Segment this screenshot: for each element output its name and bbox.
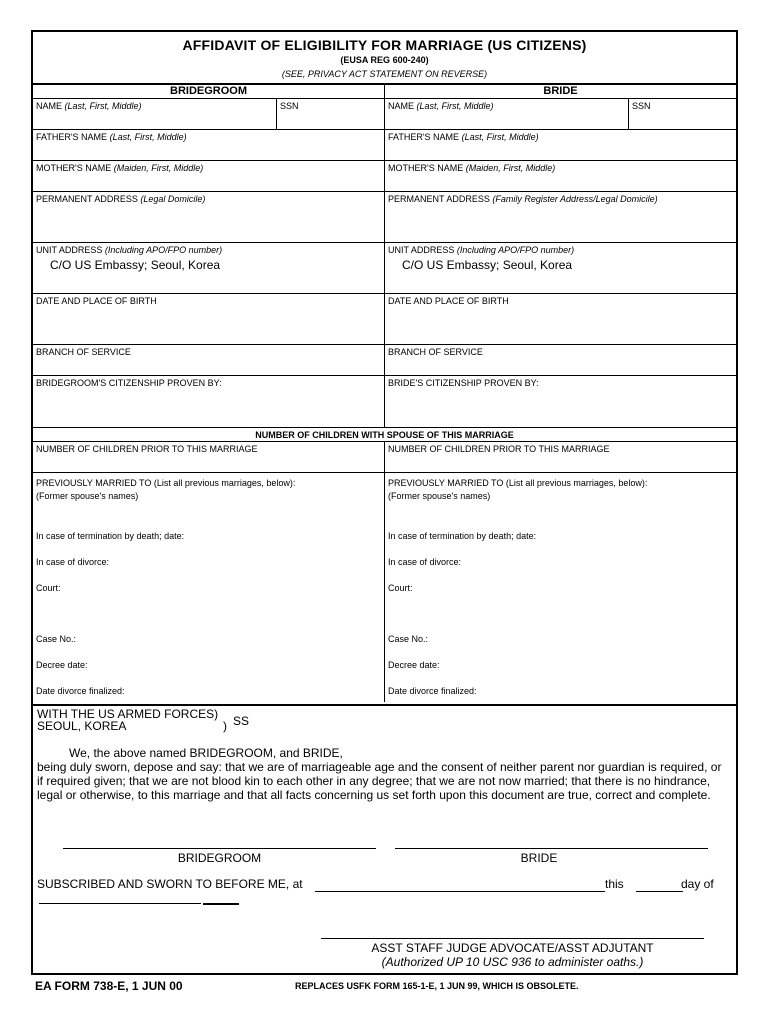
groom-court-label: Court: — [36, 583, 61, 593]
replaces-note: REPLACES USFK FORM 165-1-E, 1 JUN 99, WHICH IS OBSOLETE. — [295, 981, 579, 991]
groom-birth-field[interactable] — [33, 294, 385, 344]
bride-father-hint: (Last, First, Middle) — [461, 132, 539, 142]
affidavit-form — [31, 30, 738, 975]
bride-name-field[interactable] — [385, 99, 629, 129]
bride-unit-label: UNIT ADDRESS — [388, 245, 455, 255]
groom-unit-hint: (Including APO/FPO number) — [104, 245, 223, 255]
year-line[interactable] — [203, 903, 239, 905]
groom-unit-value: C/O US Embassy; Seoul, Korea — [50, 258, 221, 272]
venue-line-1: WITH THE US ARMED FORCES) — [37, 707, 219, 721]
groom-mother-hint: (Maiden, First, Middle) — [113, 163, 204, 173]
bride-branch-field[interactable] — [385, 345, 736, 375]
groom-prev-married-label: PREVIOUSLY MARRIED TO (List all previous marriages, below): — [36, 478, 296, 488]
groom-ssn-field[interactable] — [277, 99, 384, 129]
form-header — [33, 32, 736, 85]
bride-mother-hint: (Maiden, First, Middle) — [465, 163, 556, 173]
groom-decree-label: Decree date: — [36, 660, 88, 670]
groom-divorce-label: In case of divorce: — [36, 557, 110, 567]
official-authority: (Authorized UP 10 USC 936 to administer oaths.) — [381, 955, 644, 969]
oath-paragraph — [37, 746, 730, 802]
bride-former-spouse-label: (Former spouse's names) — [388, 491, 491, 501]
groom-case-label: Case No.: — [36, 634, 77, 644]
bride-citizenship-field[interactable] — [385, 376, 736, 427]
sworn-label: SUBSCRIBED AND SWORN TO BEFORE ME, at — [37, 877, 303, 891]
unit-address-row — [33, 243, 736, 294]
groom-father-label: FATHER'S NAME — [36, 132, 108, 142]
groom-address-field[interactable] — [33, 192, 385, 242]
groom-finalized-label: Date divorce finalized: — [36, 686, 125, 696]
privacy-note: (SEE, PRIVACY ACT STATEMENT ON REVERSE) — [281, 69, 488, 79]
groom-ssn-label: SSN — [280, 101, 299, 111]
day-line[interactable] — [636, 891, 683, 892]
bride-name-hint: (Last, First, Middle) — [416, 101, 494, 111]
branch-row — [33, 345, 736, 376]
groom-branch-label: BRANCH OF SERVICE — [36, 347, 131, 357]
form-regulation: (EUSA REG 600-240) — [340, 55, 429, 65]
bride-heading: BRIDE — [543, 85, 578, 97]
bride-signature-line[interactable] — [395, 848, 708, 849]
bride-ssn-field[interactable] — [629, 99, 736, 129]
column-headers — [33, 85, 736, 99]
bride-prev-married-label: PREVIOUSLY MARRIED TO (List all previous marriages, below): — [388, 478, 648, 488]
groom-citizenship-field[interactable] — [33, 376, 385, 427]
sworn-statement — [37, 877, 303, 891]
groom-name-field[interactable] — [33, 99, 277, 129]
oath-section — [33, 704, 736, 973]
groom-name-cell — [33, 99, 385, 129]
bride-birth-label: DATE AND PLACE OF BIRTH — [388, 296, 509, 306]
groom-citizenship-label: BRIDEGROOM'S CITIZENSHIP PROVEN BY: — [36, 378, 222, 388]
previous-marriages-row — [33, 473, 736, 702]
month-line[interactable] — [39, 903, 201, 904]
bride-address-field[interactable] — [385, 192, 736, 242]
bride-unit-field[interactable] — [385, 243, 736, 293]
bride-unit-value: C/O US Embassy; Seoul, Korea — [402, 258, 573, 272]
groom-birth-label: DATE AND PLACE OF BIRTH — [36, 296, 157, 306]
bride-case-label: Case No.: — [388, 634, 429, 644]
bride-previous-marriages[interactable] — [385, 473, 736, 702]
bride-children-label: NUMBER OF CHILDREN PRIOR TO THIS MARRIAGE — [388, 444, 610, 454]
day-of-label: day of — [681, 877, 714, 891]
groom-name-hint: (Last, First, Middle) — [64, 101, 142, 111]
groom-unit-field[interactable] — [33, 243, 385, 293]
bride-finalized-label: Date divorce finalized: — [388, 686, 477, 696]
groom-signature-label: BRIDEGROOM — [177, 851, 262, 865]
this-label: this — [605, 877, 624, 891]
official-signature-line[interactable] — [321, 938, 704, 939]
bride-father-label: FATHER'S NAME — [388, 132, 460, 142]
bride-citizenship-label: BRIDE'S CITIZENSHIP PROVEN BY: — [388, 378, 539, 388]
groom-former-spouse-label: (Former spouse's names) — [36, 491, 139, 501]
groom-father-hint: (Last, First, Middle) — [109, 132, 187, 142]
bridegroom-heading: BRIDEGROOM — [33, 85, 385, 98]
citizenship-row — [33, 376, 736, 428]
bride-branch-label: BRANCH OF SERVICE — [388, 347, 483, 357]
bride-name-cell — [385, 99, 736, 129]
groom-father-field[interactable] — [33, 130, 385, 160]
sworn-location-line[interactable] — [315, 891, 605, 892]
oath-body: being duly sworn, depose and say: that we are of marriageable age and the consent of neither parent nor guardian is required, or if required given; that we are not blood kin to each other in any degree; that we are not now married; that there is no hindrance, legal or otherwise, to this marriage and that all facts concerning us set forth upon this document are true, correct and complete. — [37, 760, 722, 802]
bride-address-label: PERMANENT ADDRESS — [388, 194, 490, 204]
bride-unit-hint: (Including APO/FPO number) — [456, 245, 575, 255]
bride-court-label: Court: — [388, 583, 413, 593]
official-title: ASST STAFF JUDGE ADVOCATE/ASST ADJUTANT — [371, 941, 654, 955]
groom-branch-field[interactable] — [33, 345, 385, 375]
bride-divorce-label: In case of divorce: — [388, 557, 462, 567]
bride-signature-label: BRIDE — [520, 851, 558, 865]
groom-children-label: NUMBER OF CHILDREN PRIOR TO THIS MARRIAGE — [36, 444, 258, 454]
groom-unit-label: UNIT ADDRESS — [36, 245, 103, 255]
father-row — [33, 130, 736, 161]
bride-father-field[interactable] — [385, 130, 736, 160]
venue-line-2: SEOUL, KOREA — [37, 719, 127, 733]
groom-signature-line[interactable] — [63, 848, 376, 849]
mother-row — [33, 161, 736, 192]
children-heading: NUMBER OF CHILDREN WITH SPOUSE OF THIS MARRIAGE — [33, 428, 736, 442]
bride-mother-field[interactable] — [385, 161, 736, 191]
bride-birth-field[interactable] — [385, 294, 736, 344]
venue-block — [37, 707, 250, 733]
address-row — [33, 192, 736, 243]
groom-death-label: In case of termination by death; date: — [36, 531, 185, 541]
venue-paren: ) — [223, 719, 227, 733]
form-title: AFFIDAVIT OF ELIGIBILITY FOR MARRIAGE (US CITIZENS) — [182, 37, 587, 53]
groom-name-label: NAME — [36, 101, 63, 111]
bride-death-label: In case of termination by death; date: — [388, 531, 537, 541]
ss-mark: SS — [233, 714, 250, 728]
bride-ssn-label: SSN — [632, 101, 651, 111]
groom-address-hint: (Legal Domicile) — [140, 194, 206, 204]
venue-line-2-wrap — [37, 719, 227, 733]
children-row — [33, 442, 736, 473]
groom-address-label: PERMANENT ADDRESS — [36, 194, 138, 204]
birth-row — [33, 294, 736, 345]
groom-previous-marriages[interactable] — [33, 473, 385, 702]
oath-first-line: We, the above named BRIDEGROOM, and BRIDE, — [69, 746, 343, 760]
groom-children-field[interactable] — [33, 442, 385, 472]
form-number: EA FORM 738-E, 1 JUN 00 — [35, 979, 183, 993]
bride-decree-label: Decree date: — [388, 660, 440, 670]
name-row — [33, 99, 736, 130]
groom-mother-label: MOTHER'S NAME — [36, 163, 112, 173]
groom-mother-field[interactable] — [33, 161, 385, 191]
bride-mother-label: MOTHER'S NAME — [388, 163, 464, 173]
bride-children-field[interactable] — [385, 442, 736, 472]
bride-address-hint: (Family Register Address/Legal Domicile) — [492, 194, 658, 204]
bride-name-label: NAME — [388, 101, 415, 111]
